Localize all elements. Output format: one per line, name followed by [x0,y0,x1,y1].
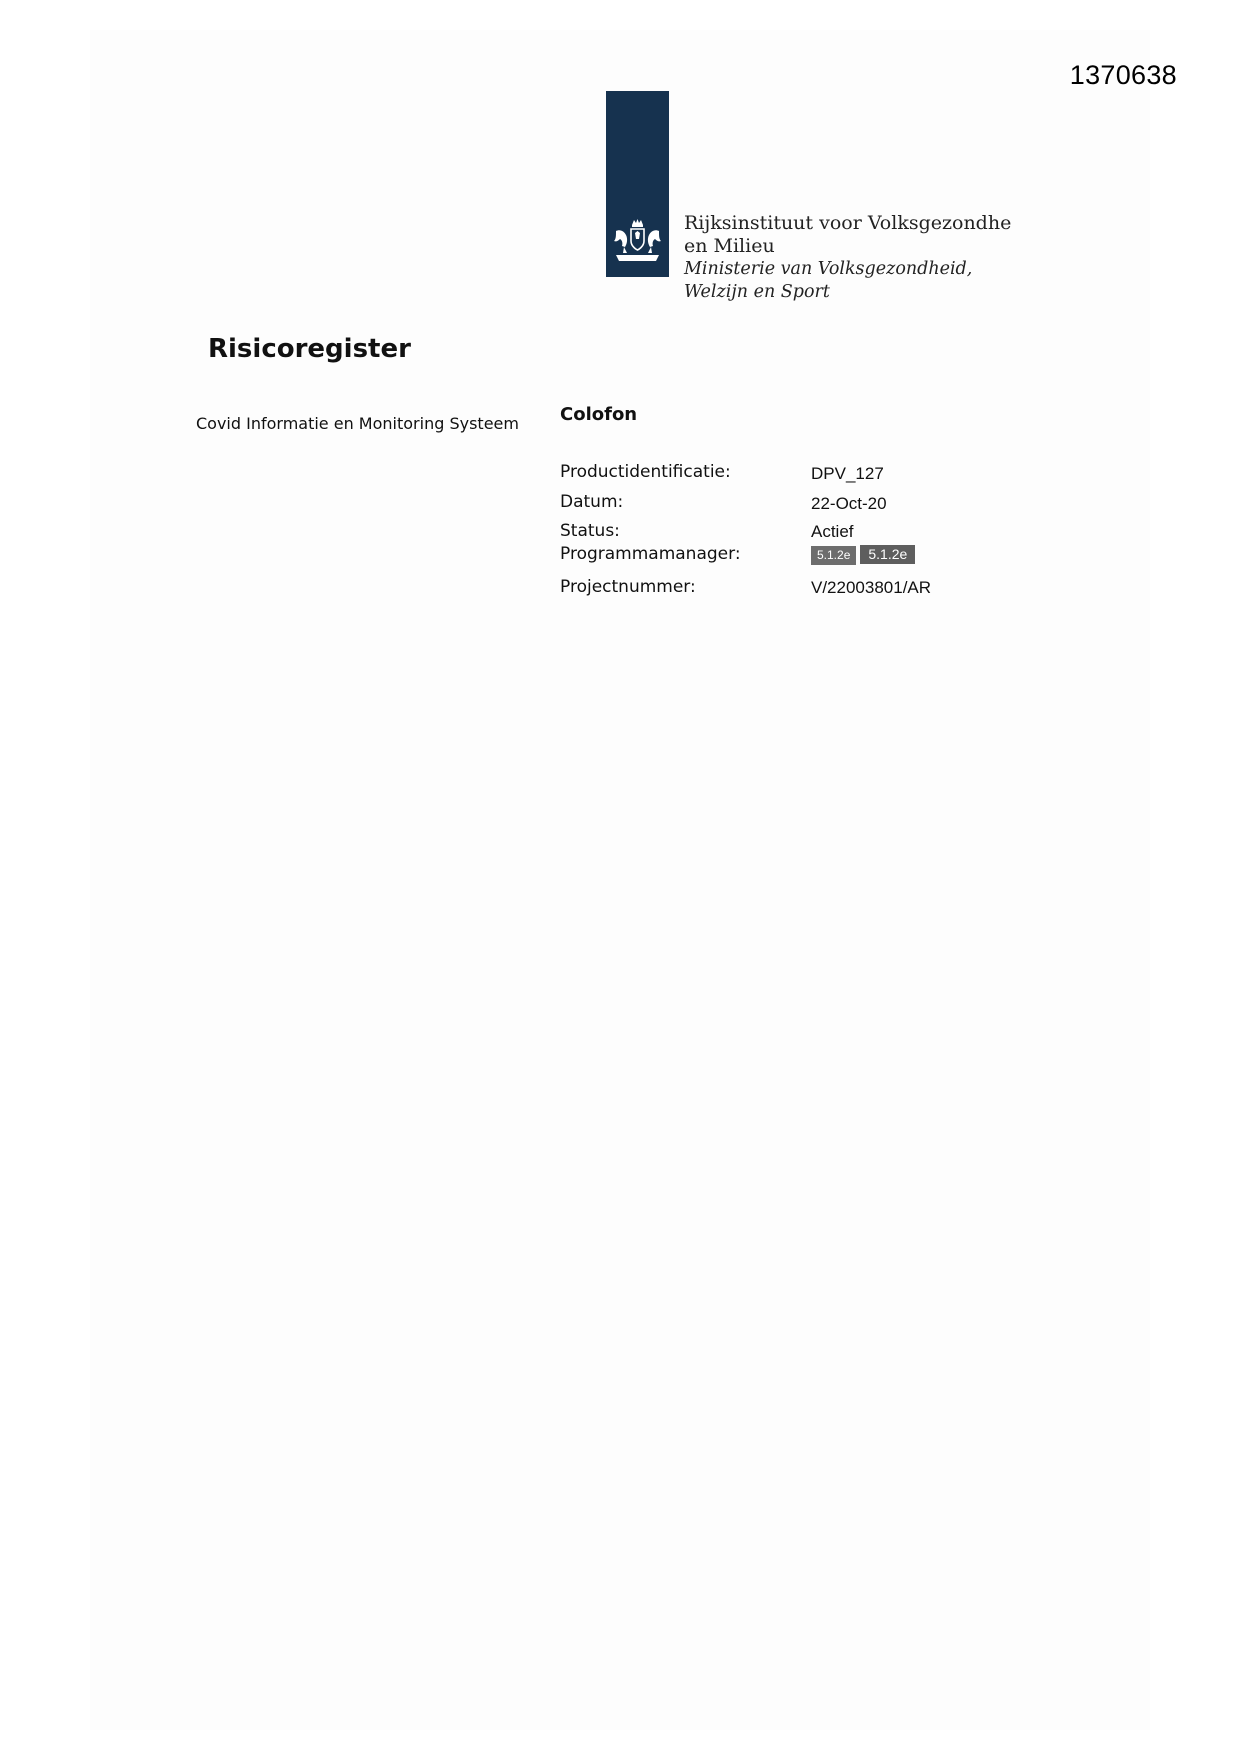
rivm-logo-bar [606,91,669,277]
colofon-value-projectnummer: V/22003801/AR [811,578,932,597]
document-title: Risicoregister [208,334,411,364]
document-subtitle: Covid Informatie en Monitoring Systeem [196,414,519,433]
colofon-label-programmamanager: Programmamanager: [560,544,741,564]
colofon-value-productidentificatie: DPV_127 [811,464,884,483]
colofon-heading: Colofon [560,404,638,425]
document-number: 1370638 [1069,60,1177,90]
royal-coat-of-arms-icon [610,217,665,267]
redaction-badge: 5.1.2e [811,546,856,565]
ministry-line-1: Ministerie van Volksgezondheid, [684,259,973,279]
colofon-value-programmamanager [811,544,919,565]
organization-name [684,212,1011,304]
colofon-label-datum: Datum: [560,492,624,512]
colofon-label-projectnummer: Projectnummer: [560,577,696,597]
colofon-value-status: Actief [811,522,854,541]
org-name-line-2: en Milieu [684,235,775,257]
org-name-line-1: Rijksinstituut voor Volksgezondhe [684,212,1012,234]
colofon-value-datum: 22-Oct-20 [811,494,887,513]
redaction-badge: 5.1.2e [860,545,915,564]
ministry-line-2: Welzijn en Sport [684,282,830,302]
colofon-label-status: Status: [560,521,620,541]
colofon-label-productidentificatie: Productidentificatie: [560,462,731,482]
